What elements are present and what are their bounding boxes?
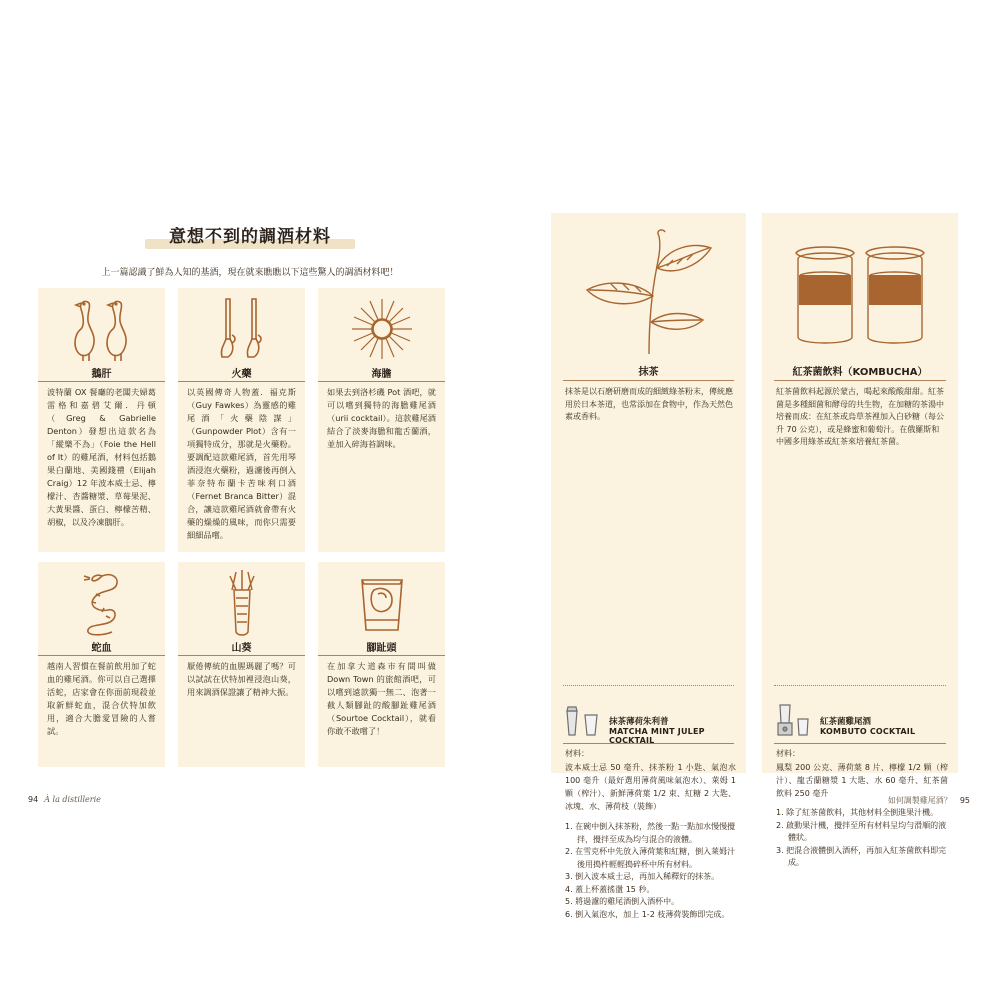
running-head-left: À la distillerie — [44, 795, 101, 804]
page-number-right: 95 — [959, 796, 970, 805]
sea-urchin-icon — [318, 294, 445, 364]
step-item: 5. 將過濾的雞尾酒倒入酒杯中。 — [565, 897, 680, 906]
ingredients-label: 材料： — [776, 749, 800, 758]
divider — [178, 381, 305, 382]
card-sea-urchin — [318, 288, 445, 552]
ingredients-label: 材料： — [565, 749, 589, 758]
card-matcha — [551, 213, 746, 919]
pistol-icon — [178, 294, 305, 364]
step-item: 1. 在碗中倒入抹茶粉，然後一點一點加水慢慢攪拌，攪拌至成為均勻混合的液體。 — [565, 822, 736, 844]
snake-icon — [38, 568, 165, 638]
juicer-icon — [774, 703, 812, 737]
card-name: 紅茶菌飲料（KOMBUCHA） — [792, 367, 928, 378]
step-item: 3. 倒入波本威士忌，再加入稀釋好的抹茶。 — [565, 872, 720, 881]
divider — [774, 743, 946, 744]
divider — [563, 743, 734, 744]
cocktail-name-en: KOMBUTO COCKTAIL — [820, 727, 916, 736]
cocktail-name-zh: 抹茶薄荷朱利普 — [609, 717, 669, 727]
card-name: 火藥 — [231, 369, 252, 380]
divider — [563, 380, 734, 381]
dotted-divider — [563, 685, 734, 686]
card-snake-blood — [38, 562, 165, 767]
steps-list — [565, 821, 736, 921]
ingredients-text: 鳳梨 200 公克、薄荷葉 8 片、檸檬 1/2 顆（榨汁）、龍舌蘭糖漿 1 大匙、水 60 毫升、紅茶菌飲料 250 毫升 — [776, 763, 948, 798]
card-body: 紅茶菌飲料起源於蒙古，喝起來酸酸甜甜。紅茶菌是多種細菌和酵母的共生物，在加糖的茶湯中培養而成：在紅茶或烏草茶裡加入白砂糖（每公升 70 公克），或是蜂蜜和葡萄汁。在俄羅斯和中國多用綠茶或紅茶來培養紅茶菌。 — [776, 387, 944, 446]
intro-text: 上一篇認識了鮮為人知的基酒，現在就來瞧瞧以下這些驚人的調酒材料吧！ — [101, 268, 399, 278]
card-name: 鵝肝 — [91, 369, 112, 380]
jars-icon — [762, 223, 958, 358]
divider — [178, 655, 305, 656]
title-block — [140, 222, 360, 263]
shaker-glass-icon — [563, 703, 601, 737]
step-item: 6. 倒入氣泡水，加上 1-2 枝薄荷裝飾即完成。 — [565, 909, 730, 919]
card-body: 越南人習慣在餐前飲用加了蛇血的雞尾酒。你可以自己選擇活蛇，店家會在你面前現殺並取新鮮蛇血，混合伏特加飲用，適合大膽愛冒險的人嘗試。 — [47, 661, 156, 736]
page-title: 意想不到的調酒材料 — [169, 227, 331, 247]
page-number-left: 94 — [28, 795, 39, 804]
folio-right — [888, 795, 970, 806]
ingredients-text: 波本威士忌 50 毫升、抹茶粉 1 小匙、氣泡水 100 毫升（最好選用薄荷風味氣泡水）、萊姆 1 顆（榨汁）、新鮮薄荷葉 1/2 束、紅糖 2 大匙、冰塊、水、薄荷枝（裝飾） — [565, 763, 736, 811]
wasabi-icon — [178, 568, 305, 638]
card-wasabi — [178, 562, 305, 767]
card-name: 腳趾頭 — [366, 643, 397, 654]
card-body: 波特蘭 OX 餐廳的老闆夫婦葛雷格和嘉碧艾爾．丹頓（Greg & Gabrielle Denton）發想出這款名為「縱樂不為」（Foie the Hell of It）的雞尾酒，材料包括鵝果白蘭地、美國錢禮（Elijah Craig）12 年波本威士忌、檸檬汁、杏醬糖漿、草莓果泥、大黃果醬、蛋白、檸檬苦精、胡椒，以及冷凍鵝肝。 — [47, 387, 156, 527]
running-head-right: 如何調製雞尾酒？ — [887, 796, 952, 805]
card-body: 在加拿大道森市有間叫做 Down Town 的旅館酒吧，可以嚐到遠款獨一無二、泡著一截人類腳趾的酸腳趾雞尾酒（Sourtoe Cocktail），就看你敢不敢嚐了！ — [327, 661, 436, 736]
divider — [318, 655, 445, 656]
card-body: 厭倦傳統的血腥瑪麗了嗎？可以試試在伏特加裡浸泡山葵，用來調酒保證讓了精神大振。 — [187, 661, 296, 697]
divider — [38, 381, 165, 382]
step-item: 2. 在雪克杯中先放入薄荷葉和紅糖，倒入萊姆汁後用搗杵輕輕搗碎杯中所有材料。 — [565, 847, 736, 869]
card-body: 抹茶是以石磨研磨而成的細緻綠茶粉末，傳統應用於日本茶道，也常添加在食物中，作為天然色素或香料。 — [565, 387, 733, 421]
step-item: 4. 蓋上杯蓋搖盪 15 秒。 — [565, 884, 655, 894]
toe-glass-icon — [318, 568, 445, 638]
cocktail-name-zh: 紅茶菌雞尾酒 — [820, 717, 872, 727]
cocktail-name-en: MATCHA MINT JULEP COCKTAIL — [609, 727, 705, 745]
card-foie-gras — [38, 288, 165, 552]
step-item: 1. 除了紅茶菌飲料，其他材料全倒進果汁機。 — [776, 808, 939, 817]
divider — [38, 655, 165, 656]
steps-list — [776, 807, 948, 870]
card-name: 抹茶 — [638, 367, 659, 378]
folio-left — [28, 795, 101, 804]
card-name: 海膽 — [371, 369, 392, 380]
card-gunpowder — [178, 288, 305, 552]
card-name: 蛇血 — [91, 643, 112, 654]
divider — [774, 380, 946, 381]
dotted-divider — [774, 685, 946, 686]
geese-icon — [38, 294, 165, 364]
card-body: 以英國傳奇人物蓋．福克斯（Guy Fawkes）為靈感的雞尾酒「火藥陰謀」（Gunpowder Plot）含有一項獨特成分，那就是火藥粉。要調配這款雞尾酒，首先用琴酒浸泡火藥粉，過濾後再倒入菲奈特布蘭卡苦味利口酒（Fernet Branca Bitter）混合，讓這款雞尾酒就會帶有火藥的燥燥的風味，而你只需要細細品嚐。 — [187, 387, 296, 540]
tea-leaf-icon — [551, 223, 746, 358]
card-name: 山葵 — [231, 643, 252, 654]
card-body: 如果去到洛杉磯 Pot 酒吧，就可以嚐到獨特的海膽雞尾酒（urii cocktail）。這款雞尾酒結合了淡麥海膽和龍舌蘭酒，並加入碎海苔調味。 — [327, 387, 436, 449]
cocktail-header — [563, 701, 734, 745]
step-item: 2. 啟動果汁機，攪拌至所有材料呈均勻滑順的液體狀。 — [776, 820, 947, 842]
step-item: 3. 把混合液體倒入酒杯，再加入紅茶菌飲料即完成。 — [776, 845, 947, 867]
cocktail-header — [774, 701, 946, 741]
card-toe — [318, 562, 445, 767]
divider — [318, 381, 445, 382]
